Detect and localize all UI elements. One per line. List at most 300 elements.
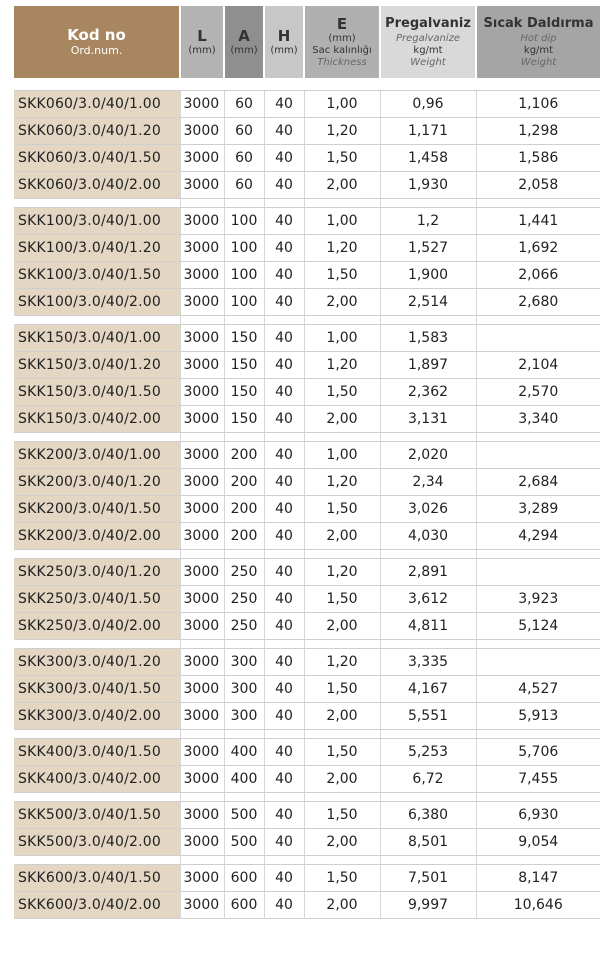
cell-l: 3000	[180, 172, 224, 199]
cell-kod: SKK200/3.0/40/2.00	[14, 523, 180, 550]
table-row	[14, 586, 600, 613]
cell-kod: SKK100/3.0/40/1.00	[14, 208, 180, 235]
cell-h: 40	[264, 649, 304, 676]
cell-l: 3000	[180, 145, 224, 172]
separator-cell	[476, 793, 600, 802]
cell-kod: SKK100/3.0/40/1.20	[14, 235, 180, 262]
cell-e: 1,50	[304, 145, 380, 172]
cell-pregalvaniz: 1,527	[380, 235, 476, 262]
group-separator	[14, 856, 600, 865]
cell-h: 40	[264, 802, 304, 829]
group-separator	[14, 199, 600, 208]
cell-l: 3000	[180, 91, 224, 118]
cell-a: 400	[224, 739, 264, 766]
cell-a: 60	[224, 91, 264, 118]
separator-cell	[264, 433, 304, 442]
cell-l: 3000	[180, 406, 224, 433]
cell-kod: SKK150/3.0/40/2.00	[14, 406, 180, 433]
cell-sicak: 1,441	[476, 208, 600, 235]
cell-sicak: 2,570	[476, 379, 600, 406]
cell-l: 3000	[180, 469, 224, 496]
table-row	[14, 208, 600, 235]
cell-kod: SKK500/3.0/40/2.00	[14, 829, 180, 856]
cell-e: 1,20	[304, 559, 380, 586]
cell-sicak: 3,289	[476, 496, 600, 523]
separator-cell	[380, 433, 476, 442]
cell-kod: SKK060/3.0/40/1.20	[14, 118, 180, 145]
group-separator	[14, 793, 600, 802]
cell-pregalvaniz: 2,891	[380, 559, 476, 586]
cell-kod: SKK100/3.0/40/1.50	[14, 262, 180, 289]
table-row	[14, 379, 600, 406]
cell-l: 3000	[180, 739, 224, 766]
cell-h: 40	[264, 289, 304, 316]
cell-pregalvaniz: 1,900	[380, 262, 476, 289]
cell-e: 1,20	[304, 118, 380, 145]
header-e-en: Thickness	[317, 57, 367, 68]
cell-e: 1,00	[304, 91, 380, 118]
separator-cell	[476, 316, 600, 325]
cell-e: 2,00	[304, 613, 380, 640]
table-row	[14, 559, 600, 586]
separator-cell	[224, 550, 264, 559]
cell-a: 250	[224, 559, 264, 586]
separator-cell	[14, 793, 180, 802]
separator-cell	[180, 730, 224, 739]
header-pre-unit: kg/mt	[413, 45, 443, 56]
cell-kod: SKK060/3.0/40/1.00	[14, 91, 180, 118]
cell-a: 300	[224, 703, 264, 730]
cell-l: 3000	[180, 496, 224, 523]
table-row	[14, 865, 600, 892]
cell-l: 3000	[180, 892, 224, 919]
cell-h: 40	[264, 406, 304, 433]
separator-cell	[304, 199, 380, 208]
cell-pregalvaniz: 5,253	[380, 739, 476, 766]
cell-pregalvaniz: 1,583	[380, 325, 476, 352]
cell-pregalvaniz: 1,2	[380, 208, 476, 235]
separator-cell	[380, 793, 476, 802]
cell-kod: SKK150/3.0/40/1.20	[14, 352, 180, 379]
separator-cell	[180, 316, 224, 325]
cell-sicak: 9,054	[476, 829, 600, 856]
table-row	[14, 325, 600, 352]
separator-cell	[476, 730, 600, 739]
table-row	[14, 235, 600, 262]
cell-l: 3000	[180, 289, 224, 316]
table-row	[14, 289, 600, 316]
cell-e: 2,00	[304, 289, 380, 316]
separator-cell	[224, 199, 264, 208]
table-row	[14, 739, 600, 766]
table-row	[14, 262, 600, 289]
separator-cell	[180, 550, 224, 559]
cell-l: 3000	[180, 262, 224, 289]
cell-pregalvaniz: 2,34	[380, 469, 476, 496]
cell-l: 3000	[180, 235, 224, 262]
cell-l: 3000	[180, 676, 224, 703]
table-row	[14, 91, 600, 118]
cell-a: 300	[224, 676, 264, 703]
header-sic-unit: kg/mt	[523, 45, 554, 56]
table-row	[14, 352, 600, 379]
separator-cell	[224, 730, 264, 739]
separator-cell	[476, 199, 600, 208]
profile-spec-table	[14, 6, 600, 919]
header-h-unit: (mm)	[270, 45, 298, 56]
separator-cell	[224, 793, 264, 802]
separator-cell	[14, 199, 180, 208]
cell-h: 40	[264, 442, 304, 469]
cell-h: 40	[264, 676, 304, 703]
cell-h: 40	[264, 766, 304, 793]
cell-l: 3000	[180, 325, 224, 352]
separator-cell	[380, 316, 476, 325]
cell-kod: SKK250/3.0/40/1.20	[14, 559, 180, 586]
cell-pregalvaniz: 3,612	[380, 586, 476, 613]
table-row	[14, 496, 600, 523]
table-row	[14, 676, 600, 703]
cell-h: 40	[264, 892, 304, 919]
cell-a: 150	[224, 352, 264, 379]
cell-a: 150	[224, 406, 264, 433]
cell-kod: SKK060/3.0/40/2.00	[14, 172, 180, 199]
cell-l: 3000	[180, 118, 224, 145]
cell-sicak: 3,340	[476, 406, 600, 433]
separator-cell	[264, 199, 304, 208]
separator-cell	[14, 316, 180, 325]
table-row	[14, 406, 600, 433]
cell-pregalvaniz: 4,167	[380, 676, 476, 703]
cell-kod: SKK600/3.0/40/1.50	[14, 865, 180, 892]
cell-sicak: 2,104	[476, 352, 600, 379]
cell-e: 1,20	[304, 649, 380, 676]
cell-l: 3000	[180, 442, 224, 469]
table-row	[14, 469, 600, 496]
header-a-label: A	[238, 27, 250, 45]
header-pre-label: Pregalvaniz	[385, 16, 471, 31]
cell-h: 40	[264, 469, 304, 496]
cell-sicak: 1,586	[476, 145, 600, 172]
cell-h: 40	[264, 739, 304, 766]
cell-e: 1,50	[304, 676, 380, 703]
cell-kod: SKK300/3.0/40/2.00	[14, 703, 180, 730]
cell-h: 40	[264, 703, 304, 730]
separator-cell	[304, 856, 380, 865]
cell-kod: SKK200/3.0/40/1.00	[14, 442, 180, 469]
cell-sicak: 7,455	[476, 766, 600, 793]
cell-a: 500	[224, 829, 264, 856]
separator-cell	[180, 199, 224, 208]
separator-cell	[14, 730, 180, 739]
separator-cell	[380, 640, 476, 649]
cell-h: 40	[264, 325, 304, 352]
header-sic-en: Weight	[520, 57, 557, 68]
cell-a: 250	[224, 613, 264, 640]
table-row	[14, 649, 600, 676]
cell-h: 40	[264, 91, 304, 118]
cell-pregalvaniz: 5,551	[380, 703, 476, 730]
separator-cell	[180, 856, 224, 865]
cell-kod: SKK600/3.0/40/2.00	[14, 892, 180, 919]
cell-pregalvaniz: 3,026	[380, 496, 476, 523]
cell-a: 500	[224, 802, 264, 829]
table-header	[14, 6, 600, 78]
cell-h: 40	[264, 613, 304, 640]
group-separator	[14, 550, 600, 559]
cell-a: 200	[224, 469, 264, 496]
cell-pregalvaniz: 3,335	[380, 649, 476, 676]
cell-sicak: 8,147	[476, 865, 600, 892]
cell-h: 40	[264, 865, 304, 892]
cell-pregalvaniz: 1,458	[380, 145, 476, 172]
cell-sicak: 5,706	[476, 739, 600, 766]
cell-sicak: 6,930	[476, 802, 600, 829]
separator-cell	[224, 316, 264, 325]
cell-h: 40	[264, 262, 304, 289]
table-row	[14, 802, 600, 829]
separator-cell	[380, 550, 476, 559]
table-row	[14, 892, 600, 919]
cell-l: 3000	[180, 559, 224, 586]
cell-e: 1,20	[304, 469, 380, 496]
cell-h: 40	[264, 352, 304, 379]
cell-sicak	[476, 649, 600, 676]
cell-pregalvaniz: 1,930	[380, 172, 476, 199]
cell-pregalvaniz: 9,997	[380, 892, 476, 919]
cell-kod: SKK400/3.0/40/2.00	[14, 766, 180, 793]
separator-cell	[264, 640, 304, 649]
separator-cell	[264, 856, 304, 865]
separator-cell	[380, 199, 476, 208]
cell-h: 40	[264, 208, 304, 235]
cell-sicak: 5,913	[476, 703, 600, 730]
cell-l: 3000	[180, 586, 224, 613]
header-a-unit: (mm)	[230, 45, 258, 56]
separator-cell	[304, 550, 380, 559]
separator-cell	[180, 793, 224, 802]
cell-a: 100	[224, 262, 264, 289]
cell-pregalvaniz: 4,811	[380, 613, 476, 640]
cell-h: 40	[264, 172, 304, 199]
cell-a: 60	[224, 118, 264, 145]
cell-e: 1,50	[304, 379, 380, 406]
cell-a: 600	[224, 865, 264, 892]
header-l	[180, 6, 224, 78]
cell-sicak: 5,124	[476, 613, 600, 640]
separator-cell	[14, 550, 180, 559]
cell-kod: SKK500/3.0/40/1.50	[14, 802, 180, 829]
separator-cell	[304, 433, 380, 442]
cell-h: 40	[264, 523, 304, 550]
cell-sicak	[476, 559, 600, 586]
cell-sicak: 2,680	[476, 289, 600, 316]
header-e	[304, 6, 380, 78]
cell-e: 1,00	[304, 208, 380, 235]
cell-e: 1,50	[304, 262, 380, 289]
separator-cell	[224, 433, 264, 442]
cell-pregalvaniz: 2,514	[380, 289, 476, 316]
cell-sicak: 1,298	[476, 118, 600, 145]
header-kod	[14, 6, 180, 78]
cell-e: 2,00	[304, 523, 380, 550]
header-l-label: L	[197, 27, 207, 45]
cell-h: 40	[264, 496, 304, 523]
cell-sicak: 2,066	[476, 262, 600, 289]
cell-a: 150	[224, 325, 264, 352]
separator-cell	[304, 640, 380, 649]
cell-l: 3000	[180, 802, 224, 829]
cell-sicak: 10,646	[476, 892, 600, 919]
header-pre-en: Weight	[410, 57, 446, 68]
cell-kod: SKK250/3.0/40/1.50	[14, 586, 180, 613]
header-sic-label: Sıcak Daldırma	[483, 16, 594, 31]
separator-cell	[180, 640, 224, 649]
header-sicak-daldirma	[476, 6, 600, 78]
cell-pregalvaniz: 1,171	[380, 118, 476, 145]
cell-l: 3000	[180, 613, 224, 640]
cell-a: 100	[224, 289, 264, 316]
cell-e: 2,00	[304, 892, 380, 919]
cell-h: 40	[264, 145, 304, 172]
group-separator	[14, 316, 600, 325]
header-sic-tr: Hot dip	[520, 33, 557, 44]
cell-sicak: 1,106	[476, 91, 600, 118]
group-separator	[14, 730, 600, 739]
separator-cell	[264, 730, 304, 739]
cell-e: 1,20	[304, 352, 380, 379]
cell-a: 60	[224, 145, 264, 172]
cell-pregalvaniz: 1,897	[380, 352, 476, 379]
separator-cell	[476, 640, 600, 649]
cell-e: 1,50	[304, 739, 380, 766]
cell-pregalvaniz: 6,380	[380, 802, 476, 829]
cell-kod: SKK250/3.0/40/2.00	[14, 613, 180, 640]
separator-cell	[14, 433, 180, 442]
cell-e: 1,50	[304, 802, 380, 829]
cell-pregalvaniz: 8,501	[380, 829, 476, 856]
header-kod-title: Kod no	[67, 26, 126, 44]
cell-a: 200	[224, 523, 264, 550]
header-pregalvaniz	[380, 6, 476, 78]
cell-kod: SKK150/3.0/40/1.50	[14, 379, 180, 406]
cell-e: 2,00	[304, 406, 380, 433]
cell-kod: SKK060/3.0/40/1.50	[14, 145, 180, 172]
separator-cell	[180, 433, 224, 442]
cell-h: 40	[264, 118, 304, 145]
cell-kod: SKK200/3.0/40/1.50	[14, 496, 180, 523]
header-e-label: E	[336, 15, 348, 33]
separator-cell	[264, 550, 304, 559]
cell-e: 2,00	[304, 172, 380, 199]
cell-kod: SKK200/3.0/40/1.20	[14, 469, 180, 496]
cell-pregalvaniz: 6,72	[380, 766, 476, 793]
header-kod-subtitle: Ord.num.	[70, 44, 123, 57]
cell-l: 3000	[180, 208, 224, 235]
header-e-unit: (mm)	[328, 33, 356, 44]
table-row	[14, 766, 600, 793]
cell-a: 100	[224, 208, 264, 235]
cell-a: 400	[224, 766, 264, 793]
cell-a: 150	[224, 379, 264, 406]
cell-l: 3000	[180, 523, 224, 550]
header-h	[264, 6, 304, 78]
cell-e: 2,00	[304, 766, 380, 793]
cell-sicak: 2,058	[476, 172, 600, 199]
table-row	[14, 613, 600, 640]
cell-sicak	[476, 325, 600, 352]
group-separator	[14, 433, 600, 442]
header-h-label: H	[277, 27, 291, 45]
cell-kod: SKK300/3.0/40/1.50	[14, 676, 180, 703]
cell-h: 40	[264, 379, 304, 406]
separator-cell	[14, 640, 180, 649]
cell-e: 1,00	[304, 325, 380, 352]
cell-a: 60	[224, 172, 264, 199]
table-row	[14, 703, 600, 730]
separator-cell	[304, 316, 380, 325]
cell-l: 3000	[180, 829, 224, 856]
cell-e: 1,50	[304, 865, 380, 892]
cell-l: 3000	[180, 865, 224, 892]
separator-cell	[476, 433, 600, 442]
cell-l: 3000	[180, 703, 224, 730]
header-e-tr: Sac kalınlığı	[312, 45, 372, 56]
cell-pregalvaniz: 4,030	[380, 523, 476, 550]
cell-h: 40	[264, 586, 304, 613]
cell-h: 40	[264, 829, 304, 856]
table-row	[14, 829, 600, 856]
table-row	[14, 172, 600, 199]
cell-h: 40	[264, 559, 304, 586]
cell-sicak: 3,923	[476, 586, 600, 613]
cell-pregalvaniz: 7,501	[380, 865, 476, 892]
cell-sicak: 4,294	[476, 523, 600, 550]
cell-sicak	[476, 442, 600, 469]
cell-kod: SKK400/3.0/40/1.50	[14, 739, 180, 766]
cell-e: 1,20	[304, 235, 380, 262]
cell-e: 1,00	[304, 442, 380, 469]
cell-e: 1,50	[304, 496, 380, 523]
cell-pregalvaniz: 2,362	[380, 379, 476, 406]
header-l-unit: (mm)	[188, 45, 216, 56]
cell-kod: SKK300/3.0/40/1.20	[14, 649, 180, 676]
header-pre-tr: Pregalvanize	[395, 33, 461, 44]
separator-cell	[476, 856, 600, 865]
separator-cell	[14, 856, 180, 865]
cell-pregalvaniz: 3,131	[380, 406, 476, 433]
table-body	[14, 78, 600, 919]
separator-cell	[264, 793, 304, 802]
table-row	[14, 145, 600, 172]
cell-e: 1,50	[304, 586, 380, 613]
cell-a: 250	[224, 586, 264, 613]
separator-cell	[224, 856, 264, 865]
cell-kod: SKK150/3.0/40/1.00	[14, 325, 180, 352]
cell-sicak: 1,692	[476, 235, 600, 262]
separator-cell	[264, 316, 304, 325]
table-row	[14, 118, 600, 145]
cell-h: 40	[264, 235, 304, 262]
cell-e: 2,00	[304, 703, 380, 730]
cell-kod: SKK100/3.0/40/2.00	[14, 289, 180, 316]
separator-cell	[476, 550, 600, 559]
cell-sicak: 2,684	[476, 469, 600, 496]
separator-cell	[304, 793, 380, 802]
separator-cell	[380, 730, 476, 739]
group-separator	[14, 640, 600, 649]
separator-cell	[224, 640, 264, 649]
